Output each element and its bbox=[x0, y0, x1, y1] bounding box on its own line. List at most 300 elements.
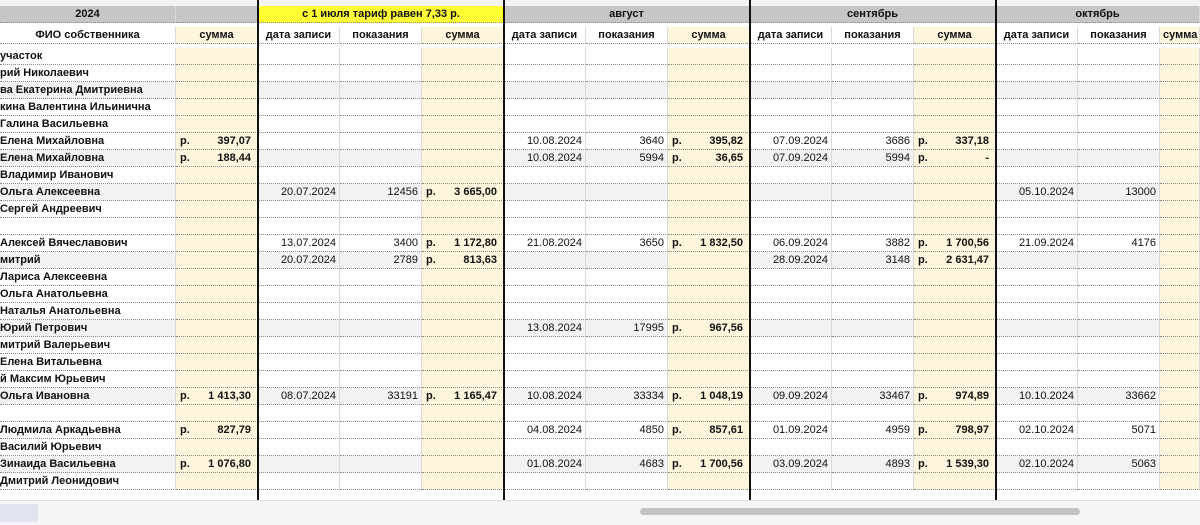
reading-cell[interactable] bbox=[1078, 82, 1160, 99]
sum-header[interactable]: сумма bbox=[914, 27, 996, 44]
sum-cell[interactable] bbox=[668, 133, 750, 150]
sum-cell[interactable] bbox=[176, 218, 258, 235]
reading-cell[interactable] bbox=[1078, 48, 1160, 65]
owner-name-cell[interactable]: Ольга Алексеевна bbox=[0, 184, 176, 201]
reading-cell[interactable] bbox=[340, 320, 422, 337]
sum-cell[interactable] bbox=[914, 303, 996, 320]
reading-cell[interactable] bbox=[586, 303, 668, 320]
sum-cell[interactable] bbox=[668, 354, 750, 371]
date-cell[interactable]: 20.07.2024 bbox=[258, 184, 340, 201]
reading-cell[interactable] bbox=[586, 354, 668, 371]
date-cell[interactable] bbox=[258, 456, 340, 473]
sum-cell[interactable] bbox=[176, 388, 258, 405]
reading-cell[interactable] bbox=[586, 269, 668, 286]
reading-cell[interactable] bbox=[832, 99, 914, 116]
date-cell[interactable] bbox=[504, 354, 586, 371]
sum-cell[interactable] bbox=[176, 150, 258, 167]
sum-cell[interactable] bbox=[176, 48, 258, 65]
date-cell[interactable]: 28.09.2024 bbox=[750, 252, 832, 269]
sum-cell[interactable] bbox=[1160, 99, 1200, 116]
date-cell[interactable] bbox=[504, 439, 586, 456]
sum-cell[interactable] bbox=[176, 184, 258, 201]
date-cell[interactable] bbox=[258, 133, 340, 150]
reading-cell[interactable] bbox=[340, 286, 422, 303]
date-cell[interactable]: 06.09.2024 bbox=[750, 235, 832, 252]
sum-cell[interactable] bbox=[176, 405, 258, 422]
date-cell[interactable] bbox=[504, 303, 586, 320]
sum-cell[interactable] bbox=[422, 286, 504, 303]
sum-cell[interactable] bbox=[668, 201, 750, 218]
reading-cell[interactable]: 4850 bbox=[586, 422, 668, 439]
sum-cell[interactable] bbox=[176, 201, 258, 218]
date-cell[interactable] bbox=[750, 201, 832, 218]
sum-cell[interactable] bbox=[176, 320, 258, 337]
sum-cell[interactable] bbox=[1160, 184, 1200, 201]
reading-cell[interactable] bbox=[340, 48, 422, 65]
date-cell[interactable] bbox=[996, 286, 1078, 303]
sum-cell[interactable] bbox=[1160, 218, 1200, 235]
date-cell[interactable]: 10.08.2024 bbox=[504, 133, 586, 150]
date-cell[interactable] bbox=[258, 473, 340, 490]
reading-cell[interactable] bbox=[1078, 201, 1160, 218]
date-cell[interactable] bbox=[996, 252, 1078, 269]
reading-cell[interactable]: 4683 bbox=[586, 456, 668, 473]
date-cell[interactable] bbox=[996, 439, 1078, 456]
owner-name-cell[interactable]: Елена Михайловна bbox=[0, 133, 176, 150]
reading-cell[interactable] bbox=[832, 201, 914, 218]
date-cell[interactable]: 13.07.2024 bbox=[258, 235, 340, 252]
reading-cell[interactable] bbox=[1078, 99, 1160, 116]
date-cell[interactable] bbox=[504, 48, 586, 65]
reading-cell[interactable]: 33191 bbox=[340, 388, 422, 405]
sum-cell[interactable] bbox=[176, 133, 258, 150]
sum-cell[interactable] bbox=[1160, 456, 1200, 473]
sum-cell[interactable] bbox=[914, 286, 996, 303]
owner-name-header[interactable]: ФИО собственника bbox=[0, 27, 176, 44]
date-cell[interactable] bbox=[996, 65, 1078, 82]
sum-cell[interactable] bbox=[422, 456, 504, 473]
reading-cell[interactable] bbox=[1078, 286, 1160, 303]
reading-cell[interactable] bbox=[832, 116, 914, 133]
date-cell[interactable] bbox=[750, 48, 832, 65]
date-header[interactable]: дата записи bbox=[750, 27, 832, 44]
reading-cell[interactable] bbox=[340, 473, 422, 490]
date-cell[interactable] bbox=[750, 99, 832, 116]
reading-cell[interactable] bbox=[1078, 354, 1160, 371]
sum-header[interactable]: сумма bbox=[176, 27, 258, 44]
reading-cell[interactable] bbox=[1078, 320, 1160, 337]
sum-cell[interactable] bbox=[914, 150, 996, 167]
reading-cell[interactable]: 3148 bbox=[832, 252, 914, 269]
date-cell[interactable] bbox=[750, 269, 832, 286]
sum-cell[interactable] bbox=[1160, 167, 1200, 184]
owner-name-cell[interactable]: Василий Юрьевич bbox=[0, 439, 176, 456]
sum-cell[interactable] bbox=[914, 133, 996, 150]
date-cell[interactable] bbox=[504, 99, 586, 116]
reading-cell[interactable] bbox=[1078, 269, 1160, 286]
sum-cell[interactable] bbox=[1160, 337, 1200, 354]
sum-cell[interactable] bbox=[914, 218, 996, 235]
date-cell[interactable] bbox=[504, 371, 586, 388]
owner-name-cell[interactable]: Елена Михайловна bbox=[0, 150, 176, 167]
sum-cell[interactable] bbox=[914, 167, 996, 184]
reading-cell[interactable] bbox=[832, 371, 914, 388]
date-cell[interactable] bbox=[258, 218, 340, 235]
reading-cell[interactable] bbox=[832, 439, 914, 456]
date-cell[interactable] bbox=[258, 99, 340, 116]
date-cell[interactable]: 01.09.2024 bbox=[750, 422, 832, 439]
date-cell[interactable] bbox=[504, 269, 586, 286]
date-cell[interactable]: 13.08.2024 bbox=[504, 320, 586, 337]
sum-cell[interactable] bbox=[176, 235, 258, 252]
owner-name-cell[interactable]: Елена Витальевна bbox=[0, 354, 176, 371]
reading-cell[interactable] bbox=[586, 473, 668, 490]
reading-cell[interactable] bbox=[586, 371, 668, 388]
sum-cell[interactable] bbox=[668, 269, 750, 286]
owner-name-cell[interactable]: Зинаида Васильевна bbox=[0, 456, 176, 473]
sum-cell[interactable] bbox=[914, 235, 996, 252]
reading-cell[interactable] bbox=[586, 405, 668, 422]
reading-cell[interactable] bbox=[340, 405, 422, 422]
date-cell[interactable] bbox=[750, 354, 832, 371]
sum-cell[interactable] bbox=[1160, 320, 1200, 337]
owner-name-cell[interactable]: Лариса Алексеевна bbox=[0, 269, 176, 286]
date-cell[interactable]: 10.08.2024 bbox=[504, 150, 586, 167]
date-cell[interactable] bbox=[258, 422, 340, 439]
reading-cell[interactable] bbox=[586, 439, 668, 456]
reading-cell[interactable] bbox=[340, 269, 422, 286]
date-cell[interactable]: 09.09.2024 bbox=[750, 388, 832, 405]
date-cell[interactable] bbox=[258, 269, 340, 286]
date-cell[interactable]: 07.09.2024 bbox=[750, 133, 832, 150]
sum-cell[interactable] bbox=[422, 116, 504, 133]
sum-cell[interactable] bbox=[176, 286, 258, 303]
sum-cell[interactable] bbox=[422, 82, 504, 99]
date-header[interactable]: дата записи bbox=[258, 27, 340, 44]
date-cell[interactable] bbox=[258, 116, 340, 133]
reading-cell[interactable] bbox=[340, 133, 422, 150]
date-cell[interactable] bbox=[996, 116, 1078, 133]
date-cell[interactable] bbox=[258, 337, 340, 354]
month-august-cell[interactable]: август bbox=[504, 6, 750, 23]
sum-cell[interactable] bbox=[1160, 303, 1200, 320]
date-cell[interactable] bbox=[258, 48, 340, 65]
date-cell[interactable] bbox=[504, 116, 586, 133]
reading-cell[interactable] bbox=[340, 65, 422, 82]
owner-name-cell[interactable]: Владимир Иванович bbox=[0, 167, 176, 184]
sum-cell[interactable] bbox=[914, 473, 996, 490]
sum-cell[interactable] bbox=[914, 371, 996, 388]
date-cell[interactable] bbox=[750, 405, 832, 422]
reading-header[interactable]: показания bbox=[340, 27, 422, 44]
sum-cell[interactable] bbox=[914, 439, 996, 456]
sum-cell[interactable] bbox=[422, 133, 504, 150]
reading-cell[interactable] bbox=[586, 48, 668, 65]
sum-cell[interactable] bbox=[668, 320, 750, 337]
date-cell[interactable] bbox=[258, 82, 340, 99]
sum-cell[interactable] bbox=[1160, 150, 1200, 167]
sum-cell[interactable] bbox=[422, 354, 504, 371]
sum-cell[interactable] bbox=[422, 235, 504, 252]
date-cell[interactable] bbox=[258, 65, 340, 82]
reading-cell[interactable] bbox=[1078, 218, 1160, 235]
sum-cell[interactable] bbox=[668, 167, 750, 184]
reading-cell[interactable] bbox=[832, 218, 914, 235]
sum-cell[interactable] bbox=[914, 269, 996, 286]
date-cell[interactable] bbox=[750, 439, 832, 456]
date-cell[interactable] bbox=[996, 99, 1078, 116]
sum-cell[interactable] bbox=[176, 99, 258, 116]
reading-cell[interactable] bbox=[832, 82, 914, 99]
reading-cell[interactable] bbox=[340, 303, 422, 320]
sum-cell[interactable] bbox=[176, 116, 258, 133]
sum-cell[interactable] bbox=[422, 473, 504, 490]
date-cell[interactable] bbox=[258, 303, 340, 320]
date-cell[interactable] bbox=[750, 320, 832, 337]
date-cell[interactable] bbox=[750, 116, 832, 133]
date-cell[interactable]: 02.10.2024 bbox=[996, 422, 1078, 439]
date-cell[interactable] bbox=[996, 473, 1078, 490]
date-cell[interactable] bbox=[750, 184, 832, 201]
tariff-note-cell[interactable]: с 1 июля тариф равен 7,33 р. bbox=[258, 6, 504, 23]
date-cell[interactable] bbox=[504, 473, 586, 490]
sum-cell[interactable] bbox=[176, 439, 258, 456]
reading-cell[interactable] bbox=[1078, 133, 1160, 150]
reading-cell[interactable] bbox=[1078, 473, 1160, 490]
reading-cell[interactable]: 33467 bbox=[832, 388, 914, 405]
reading-cell[interactable]: 5063 bbox=[1078, 456, 1160, 473]
sum-cell[interactable] bbox=[668, 439, 750, 456]
reading-cell[interactable] bbox=[832, 48, 914, 65]
reading-cell[interactable]: 4893 bbox=[832, 456, 914, 473]
reading-cell[interactable] bbox=[832, 473, 914, 490]
date-cell[interactable]: 20.07.2024 bbox=[258, 252, 340, 269]
reading-cell[interactable] bbox=[340, 218, 422, 235]
reading-cell[interactable]: 4959 bbox=[832, 422, 914, 439]
sum-cell[interactable] bbox=[1160, 65, 1200, 82]
owner-name-cell[interactable] bbox=[0, 218, 176, 235]
reading-cell[interactable]: 17995 bbox=[586, 320, 668, 337]
sum-cell[interactable] bbox=[176, 473, 258, 490]
date-cell[interactable] bbox=[996, 320, 1078, 337]
sum-cell[interactable] bbox=[422, 439, 504, 456]
reading-cell[interactable] bbox=[586, 218, 668, 235]
reading-cell[interactable] bbox=[832, 167, 914, 184]
date-cell[interactable] bbox=[258, 167, 340, 184]
sum-cell[interactable] bbox=[1160, 82, 1200, 99]
date-cell[interactable] bbox=[996, 167, 1078, 184]
date-cell[interactable] bbox=[258, 405, 340, 422]
owner-name-cell[interactable]: Алексей Вячеславович bbox=[0, 235, 176, 252]
reading-cell[interactable] bbox=[340, 201, 422, 218]
sum-cell[interactable] bbox=[1160, 388, 1200, 405]
reading-cell[interactable] bbox=[1078, 337, 1160, 354]
reading-cell[interactable] bbox=[586, 82, 668, 99]
owner-name-cell[interactable]: Галина Васильевна bbox=[0, 116, 176, 133]
reading-cell[interactable]: 12456 bbox=[340, 184, 422, 201]
reading-cell[interactable] bbox=[586, 99, 668, 116]
reading-cell[interactable] bbox=[340, 439, 422, 456]
date-cell[interactable] bbox=[750, 473, 832, 490]
reading-cell[interactable]: 5994 bbox=[586, 150, 668, 167]
reading-cell[interactable]: 3686 bbox=[832, 133, 914, 150]
owner-name-cell[interactable]: Ольга Анатольевна bbox=[0, 286, 176, 303]
sum-cell[interactable] bbox=[1160, 252, 1200, 269]
date-cell[interactable]: 04.08.2024 bbox=[504, 422, 586, 439]
sum-cell[interactable] bbox=[176, 354, 258, 371]
owner-name-cell[interactable]: Юрий Петрович bbox=[0, 320, 176, 337]
reading-cell[interactable] bbox=[340, 116, 422, 133]
horizontal-scrollbar[interactable] bbox=[640, 508, 1080, 515]
reading-cell[interactable] bbox=[340, 82, 422, 99]
reading-cell[interactable] bbox=[832, 337, 914, 354]
reading-cell[interactable] bbox=[1078, 439, 1160, 456]
sum-cell[interactable] bbox=[1160, 439, 1200, 456]
date-cell[interactable] bbox=[750, 337, 832, 354]
owner-name-cell[interactable]: Ольга Ивановна bbox=[0, 388, 176, 405]
sum-cell[interactable] bbox=[668, 337, 750, 354]
reading-cell[interactable] bbox=[586, 337, 668, 354]
sum-cell[interactable] bbox=[422, 252, 504, 269]
sum-cell[interactable] bbox=[668, 150, 750, 167]
sum-cell[interactable] bbox=[422, 218, 504, 235]
sum-cell[interactable] bbox=[914, 184, 996, 201]
date-header[interactable]: дата записи bbox=[996, 27, 1078, 44]
sum-cell[interactable] bbox=[668, 473, 750, 490]
reading-cell[interactable]: 4176 bbox=[1078, 235, 1160, 252]
date-cell[interactable] bbox=[996, 48, 1078, 65]
sum-cell[interactable] bbox=[668, 422, 750, 439]
owner-name-cell[interactable]: рий Николаевич bbox=[0, 65, 176, 82]
sum-cell[interactable] bbox=[422, 150, 504, 167]
sum-cell[interactable] bbox=[422, 337, 504, 354]
sum-cell[interactable] bbox=[176, 82, 258, 99]
reading-cell[interactable]: 33334 bbox=[586, 388, 668, 405]
owner-name-cell[interactable]: Людмила Аркадьевна bbox=[0, 422, 176, 439]
date-cell[interactable] bbox=[504, 337, 586, 354]
sum-cell[interactable] bbox=[914, 65, 996, 82]
reading-cell[interactable]: 3400 bbox=[340, 235, 422, 252]
sum-cell[interactable] bbox=[914, 82, 996, 99]
sum-cell[interactable] bbox=[1160, 473, 1200, 490]
date-cell[interactable]: 02.10.2024 bbox=[996, 456, 1078, 473]
sheet-tab-area[interactable] bbox=[0, 504, 38, 522]
sum-cell[interactable] bbox=[914, 116, 996, 133]
reading-cell[interactable] bbox=[586, 286, 668, 303]
sum-cell[interactable] bbox=[914, 201, 996, 218]
reading-cell[interactable] bbox=[340, 422, 422, 439]
sum-cell[interactable] bbox=[668, 218, 750, 235]
reading-cell[interactable] bbox=[832, 65, 914, 82]
date-cell[interactable] bbox=[504, 218, 586, 235]
sum-cell[interactable] bbox=[914, 337, 996, 354]
sum-cell[interactable] bbox=[422, 184, 504, 201]
reading-cell[interactable]: 5071 bbox=[1078, 422, 1160, 439]
reading-cell[interactable]: 13000 bbox=[1078, 184, 1160, 201]
reading-cell[interactable] bbox=[1078, 371, 1160, 388]
sum-cell[interactable] bbox=[176, 456, 258, 473]
reading-cell[interactable] bbox=[832, 320, 914, 337]
date-cell[interactable] bbox=[996, 371, 1078, 388]
date-cell[interactable] bbox=[258, 354, 340, 371]
reading-cell[interactable] bbox=[832, 405, 914, 422]
sum-header[interactable]: сумма bbox=[668, 27, 750, 44]
reading-cell[interactable]: 3650 bbox=[586, 235, 668, 252]
date-cell[interactable]: 01.08.2024 bbox=[504, 456, 586, 473]
year-cell[interactable]: 2024 bbox=[0, 6, 176, 23]
reading-cell[interactable] bbox=[832, 269, 914, 286]
date-cell[interactable] bbox=[504, 252, 586, 269]
sum-cell[interactable] bbox=[914, 354, 996, 371]
date-cell[interactable]: 05.10.2024 bbox=[996, 184, 1078, 201]
sum-cell[interactable] bbox=[668, 116, 750, 133]
date-cell[interactable] bbox=[750, 371, 832, 388]
reading-cell[interactable] bbox=[1078, 303, 1160, 320]
reading-cell[interactable]: 2789 bbox=[340, 252, 422, 269]
reading-cell[interactable]: 5994 bbox=[832, 150, 914, 167]
sum-cell[interactable] bbox=[914, 252, 996, 269]
date-cell[interactable]: 07.09.2024 bbox=[750, 150, 832, 167]
owner-name-cell[interactable]: ва Екатерина Дмитриевна bbox=[0, 82, 176, 99]
sum-cell[interactable] bbox=[1160, 269, 1200, 286]
reading-cell[interactable] bbox=[586, 252, 668, 269]
date-cell[interactable] bbox=[504, 167, 586, 184]
date-cell[interactable] bbox=[504, 201, 586, 218]
date-cell[interactable] bbox=[258, 320, 340, 337]
reading-cell[interactable] bbox=[1078, 405, 1160, 422]
date-cell[interactable]: 08.07.2024 bbox=[258, 388, 340, 405]
sum-cell[interactable] bbox=[668, 303, 750, 320]
sum-cell[interactable] bbox=[914, 405, 996, 422]
sum-cell[interactable] bbox=[1160, 235, 1200, 252]
sum-cell[interactable] bbox=[1160, 405, 1200, 422]
sum-cell[interactable] bbox=[1160, 116, 1200, 133]
date-cell[interactable] bbox=[750, 218, 832, 235]
reading-cell[interactable] bbox=[340, 167, 422, 184]
reading-cell[interactable] bbox=[340, 99, 422, 116]
sum-cell[interactable] bbox=[914, 48, 996, 65]
date-cell[interactable] bbox=[258, 150, 340, 167]
reading-cell[interactable] bbox=[340, 371, 422, 388]
date-cell[interactable] bbox=[996, 201, 1078, 218]
reading-header[interactable]: показания bbox=[1078, 27, 1160, 44]
owner-name-cell[interactable]: й Максим Юрьевич bbox=[0, 371, 176, 388]
owner-name-cell[interactable]: митрий Валерьевич bbox=[0, 337, 176, 354]
date-cell[interactable] bbox=[504, 184, 586, 201]
sum-cell[interactable] bbox=[422, 320, 504, 337]
sum-cell[interactable] bbox=[422, 405, 504, 422]
date-header[interactable]: дата записи bbox=[504, 27, 586, 44]
owner-name-cell[interactable]: митрий bbox=[0, 252, 176, 269]
reading-cell[interactable] bbox=[340, 456, 422, 473]
reading-cell[interactable] bbox=[1078, 65, 1160, 82]
date-cell[interactable]: 10.08.2024 bbox=[504, 388, 586, 405]
sum-cell[interactable] bbox=[668, 388, 750, 405]
date-cell[interactable] bbox=[504, 405, 586, 422]
reading-cell[interactable]: 33662 bbox=[1078, 388, 1160, 405]
sum-cell[interactable] bbox=[422, 99, 504, 116]
reading-cell[interactable] bbox=[586, 184, 668, 201]
date-cell[interactable] bbox=[996, 405, 1078, 422]
reading-cell[interactable]: 3882 bbox=[832, 235, 914, 252]
date-cell[interactable] bbox=[258, 286, 340, 303]
sum-cell[interactable] bbox=[422, 371, 504, 388]
date-cell[interactable]: 03.09.2024 bbox=[750, 456, 832, 473]
date-cell[interactable] bbox=[996, 303, 1078, 320]
owner-name-cell[interactable]: Сергей Андреевич bbox=[0, 201, 176, 218]
reading-cell[interactable] bbox=[832, 286, 914, 303]
date-cell[interactable] bbox=[996, 82, 1078, 99]
